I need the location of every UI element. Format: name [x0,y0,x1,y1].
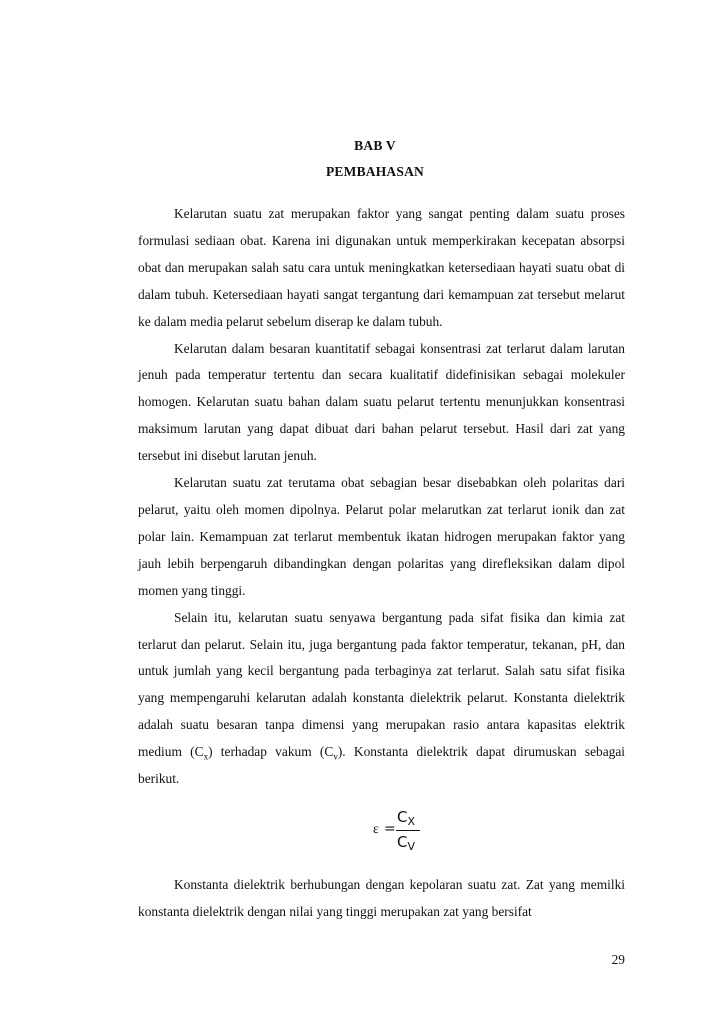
chapter-title: PEMBAHASAN [325,164,424,179]
paragraph-4 [138,605,625,793]
formula-numerator [397,808,415,826]
paragraph-4-text-2: ) terhadap vakum (C [208,744,334,760]
equals-sign: = [384,821,396,837]
denominator-base: C [397,833,408,851]
denominator-subscript: V [407,840,416,853]
numerator-subscript: X [407,815,416,828]
epsilon-symbol: ε [373,822,379,837]
body-text [138,201,625,793]
page-number: 29 [611,952,625,967]
paragraph-2: Kelarutan dalam besaran kuantitatif sebagai konsentrasi zat terlarut dalam larutan jenuh pada temperatur tertentu dan secara kualitatif didefinisikan sebagai molekuler homogen. Kelarutan suatu bahan dalam suatu pelarut tertentu menunjukkan konsentrasi maksimum larutan yang dapat dibuat dari bahan pelarut tersebut. Hasil dari zat yang tersebut ini disebut larutan jenuh. [138,340,625,464]
paragraph-1: Kelarutan suatu zat merupakan faktor yang sangat penting dalam suatu proses formulasi sediaan obat. Karena ini digunakan untuk memperkirakan kecepatan absorpsi obat dan merupakan salah satu cara untuk meningkatkan ketersediaan hayati suatu obat di dalam tubuh. Ketersediaan hayati sangat tergantung dari kemampuan zat tersebut melarut ke dalam media pelarut sebelum diserap ke dalam tubuh. [138,206,625,329]
body-text-continued [138,872,625,926]
dielectric-formula [373,808,433,856]
subscript-x: x [203,751,209,762]
formula-denominator [397,833,415,851]
paragraph-4-text-3: ). Konstanta dielektrik dapat dirumuskan sebagai berikut. [138,744,626,787]
paragraph-4-text-1: Selain itu, kelarutan suatu senyawa bergantung pada sifat fisika dan kimia zat terlarut dan pelarut. Selain itu, juga bergantung pada faktor temperatur, tekanan, pH, dan untuk jumlah yang kecil bergantung pada terbaginya zat terlarut. Salah satu sifat fisika yang mempengaruhi kelarutan adalah konstanta dielektrik pelarut. Konstanta dielektrik adalah suatu besaran tanpa dimensi yang merupakan rasio antara kapasitas elektrik medium (C [138,609,625,760]
numerator-base: C [397,808,408,826]
fraction-bar [396,830,420,831]
paragraph-5: Konstanta dielektrik berhubungan dengan kepolaran suatu zat. Zat yang memilki konstanta dielektrik dengan nilai yang tinggi merupakan zat yang bersifat [138,877,625,919]
paragraph-3: Kelarutan suatu zat terutama obat sebagian besar disebabkan oleh polaritas dari pelarut, yaitu oleh momen dipolnya. Pelarut polar melarutkan zat terlarut ionik dan zat polar lain. Kemampuan zat terlarut membentuk ikatan hidrogen merupakan faktor yang jauh lebih berpengaruh dibandingkan dengan polaritas yang direfleksikan dalam dipol momen yang tinggi. [138,475,625,598]
subscript-v: v [333,751,338,762]
chapter-label: BAB V [354,138,396,153]
